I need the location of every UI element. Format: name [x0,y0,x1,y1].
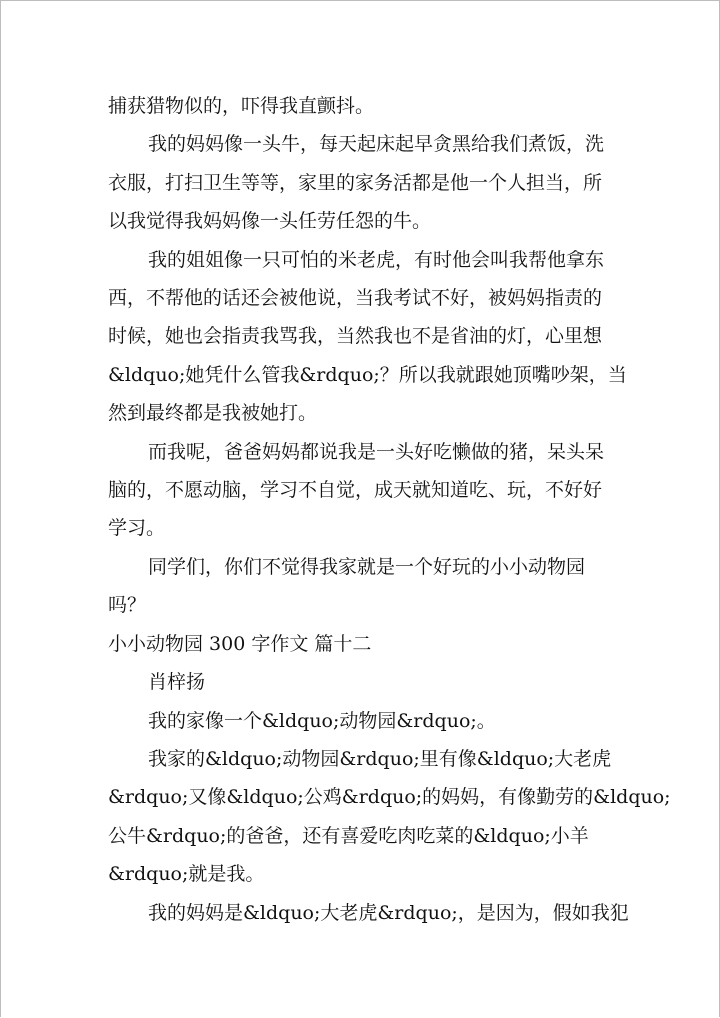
text-line: 时候，她也会指责我骂我，当然我也不是省油的灯，心里想 [108,325,603,348]
text-line: 捕获猎物似的，吓得我直颤抖。 [108,95,375,117]
text-line: 我的妈妈像一头牛，每天起床起早贪黑给我们煮饭，洗 [148,133,605,156]
text-line: 西，不帮他的话还会被他说，当我考试不好，被妈妈指责的 [108,287,603,310]
text-line: 同学们，你们不觉得我家就是一个好玩的小小动物园 [148,555,586,578]
text-line: 脑的，不愿动脑，学习不自觉，成天就知道吃、玩，不好好 [108,479,603,502]
text-line: 吗？ [108,594,147,617]
text-line: 我的妈妈是&ldquo;大老虎&rdquo;，是因为，假如我犯 [148,901,629,924]
text-line: 衣服，打扫卫生等等，家里的家务活都是他一个人担当，所 [108,171,603,194]
text-line: &rdquo;就是我。 [108,863,265,886]
text-line: 然到最终都是我被她打。 [108,402,318,425]
document-body [108,87,671,932]
text-line: 公牛&rdquo;的爸爸，还有喜爱吃肉吃菜的&ldquo;小羊 [108,824,589,847]
author-name: 肖梓扬 [148,671,206,694]
text-line: &ldquo;她凭什么管我&rdquo;？所以我就跟她顶嘴吵架，当 [108,363,627,386]
text-line: 我的姐姐像一只可怕的米老虎，有时他会叫我帮他拿东 [148,248,605,271]
text-line: 以我觉得我妈妈像一头任劳任怨的牛。 [108,210,432,233]
text-line: &rdquo;又像&ldquo;公鸡&rdquo;的妈妈，有像勤劳的&ldquo; [108,786,671,809]
text-line: 我家的&ldquo;动物园&rdquo;里有像&ldquo;大老虎 [148,747,612,770]
section-heading: 小小动物园 300 字作文 篇十二 [108,632,372,655]
text-line: 学习。 [108,517,166,540]
text-line: 我的家像一个&ldquo;动物园&rdquo;。 [148,709,496,732]
text-line: 而我呢，爸爸妈妈都说我是一头好吃懒做的猪，呆头呆 [148,440,605,463]
